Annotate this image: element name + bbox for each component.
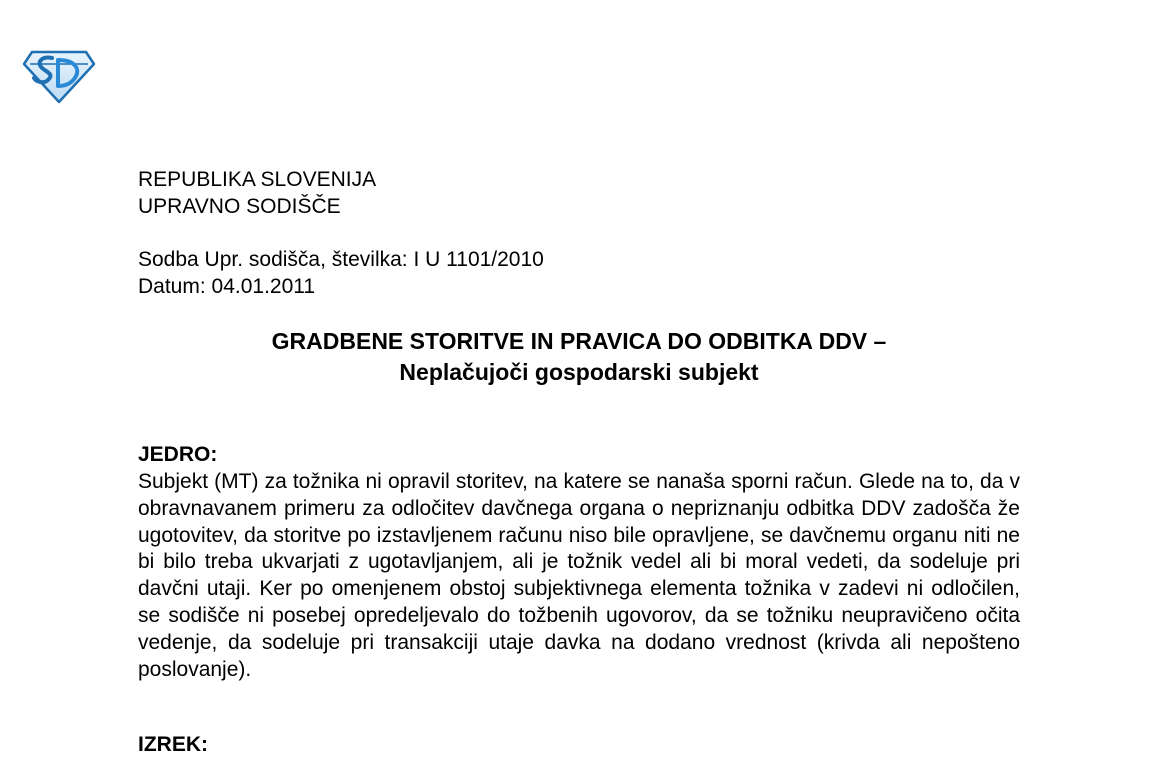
case-info — [138, 246, 544, 300]
jedro-heading: JEDRO: — [138, 443, 218, 466]
case-number: Sodba Upr. sodišča, številka: I U 1101/2010 — [138, 248, 544, 271]
case-date: Datum: 04.01.2011 — [138, 275, 316, 298]
title-line-2: Neplačujoči gospodarski subjekt — [399, 359, 759, 385]
document-title — [138, 326, 1020, 388]
court-name: UPRAVNO SODIŠČE — [138, 195, 341, 218]
court-header — [138, 166, 376, 220]
jedro-text: Subjekt (MT) za tožnika ni opravil storitev, na katere se nanaša sporni račun. Glede na to, da v obravnavanem primeru za odločitev davčnega organa o nepriznanju odbitka DDV zadošča že ugotovitev, da storitve po izstavljenem računu niso bile opravljene, se davčnemu organu niti ne bi bilo treba ukvarjati z ugotavljanjem, ali je tožnik vedel ali bi moral vedeti, da sodeluje pri davčni utaji. Ker po omenjenem obstoj subjektivnega elementa tožnika v zadevi ni odločilen, se sodišče ni posebej opredeljevalo do tožbenih ugovorov, da se tožniku neupravičeno očita vedenje, da sodeluje pri transakciji utaje davka na dodano vrednost (krivda ali nepošteno poslovanje). — [138, 470, 1020, 681]
country-name: REPUBLIKA SLOVENIJA — [138, 168, 377, 191]
title-line-1: GRADBENE STORITVE IN PRAVICA DO ODBITKA DDV – — [271, 328, 887, 354]
izrek-heading: IZREK: — [138, 733, 208, 756]
court-logo-icon — [22, 48, 96, 104]
